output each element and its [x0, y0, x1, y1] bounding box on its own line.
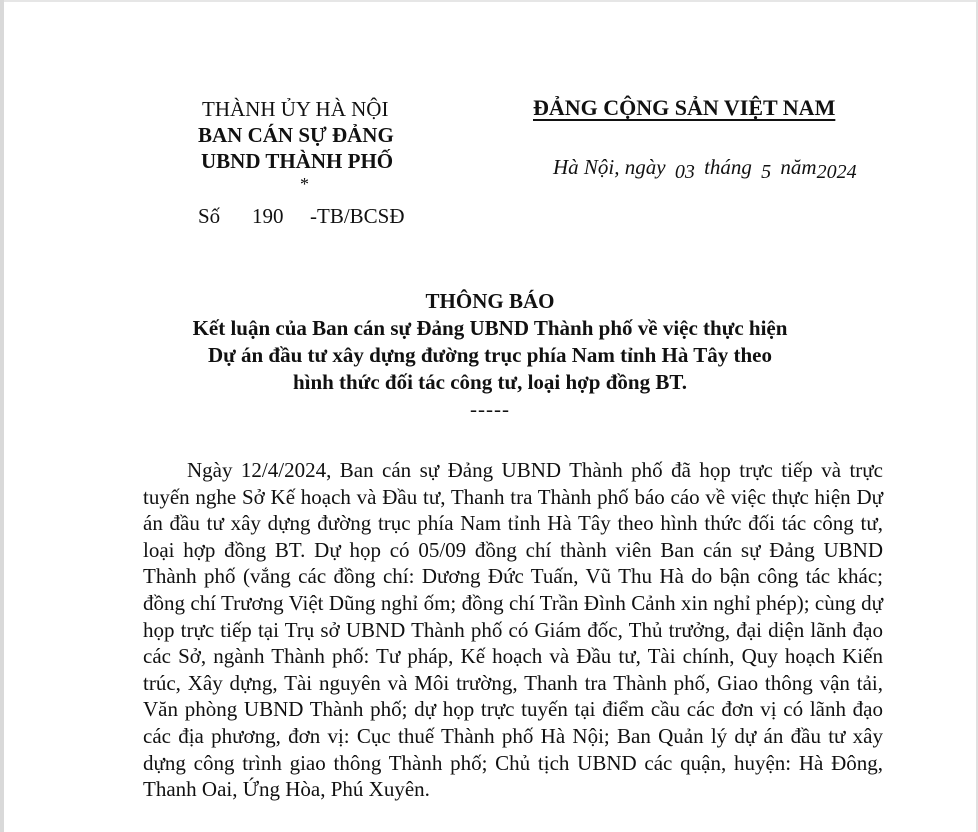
- issuer-line-3: UBND THÀNH PHỐ: [201, 149, 394, 173]
- issuer-star: *: [300, 174, 309, 194]
- notice-title-block: [150, 288, 830, 423]
- date-line: [553, 155, 861, 183]
- issuer-line-2: BAN CÁN SỰ ĐẢNG: [198, 123, 394, 147]
- notice-heading: THÔNG BÁO: [425, 289, 555, 313]
- date-month: 5: [761, 161, 772, 183]
- date-month-label: tháng: [704, 155, 752, 179]
- title-separator: -----: [470, 397, 510, 421]
- date-year-label: năm: [780, 155, 817, 179]
- document-number-code: -TB/BCSĐ: [310, 204, 405, 228]
- document-number-prefix: Số: [198, 204, 221, 228]
- notice-subject-line-2: Dự án đầu tư xây dựng đường trục phía Nam tỉnh Hà Tây theo: [207, 343, 772, 367]
- page-left-edge: [0, 0, 4, 832]
- notice-subject-line-1: Kết luận của Ban cán sự Đảng UBND Thành phố về việc thực hiện: [192, 316, 788, 340]
- document-number-value: 190: [252, 204, 284, 228]
- date-day: 03: [674, 161, 695, 183]
- date-year: 2024: [816, 161, 857, 183]
- notice-subject-line-3: hình thức đối tác công tư, loại hợp đồng BT.: [292, 370, 688, 394]
- issuer-line-1: THÀNH ỦY HÀ NỘI: [202, 97, 389, 121]
- document-number: [198, 204, 405, 229]
- body-paragraph-1: Ngày 12/4/2024, Ban cán sự Đảng UBND Thành phố đã họp trực tiếp và trực tuyến nghe Sở Kế hoạch và Đầu tư, Thanh tra Thành phố báo cáo về việc thực hiện Dự án đầu tư xây dựng đường trục phía Nam tỉnh Hà Tây theo hình thức đối tác công tư, loại hợp đồng BT. Dự họp có 05/09 đồng chí thành viên Ban cán sự Đảng UBND Thành phố (vắng các đồng chí: Dương Đức Tuấn, Vũ Thu Hà do bận công tác khác; đồng chí Trương Việt Dũng nghỉ ốm; đồng chí Trần Đình Cảnh xin nghỉ phép); cùng dự họp trực tiếp tại Trụ sở UBND Thành phố có Giám đốc, Thủ trưởng, đại diện lãnh đạo các Sở, ngành Thành phố: Tư pháp, Kế hoạch và Đầu tư, Tài chính, Quy hoạch Kiến trúc, Xây dựng, Tài nguyên và Môi trường, Thanh tra Thành phố, Giao thông vận tải, Văn phòng UBND Thành phố; dự họp trực tuyến tại điểm cầu các đơn vị có lãnh đạo các địa phương, đơn vị: Cục thuế Thành phố Hà Nội; Ban Quản lý dự án đầu tư xây dựng công trình giao thông Thành phố; Chủ tịch UBND các quận, huyện: Hà Đông, Thanh Oai, Ứng Hòa, Phú Xuyên.: [143, 458, 883, 802]
- date-prefix: Hà Nội, ngày: [553, 155, 666, 179]
- party-motto: ĐẢNG CỘNG SẢN VIỆT NAM: [533, 95, 836, 120]
- page-top-edge: [0, 0, 978, 2]
